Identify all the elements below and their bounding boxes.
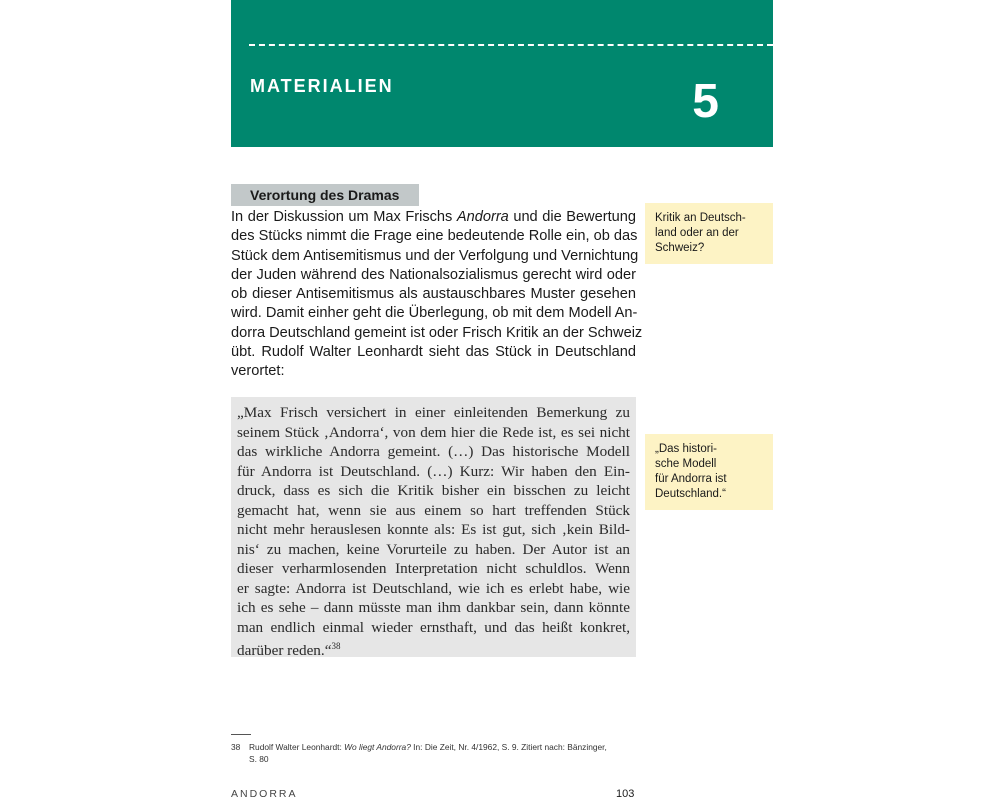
chapter-title: MATERIALIEN xyxy=(250,76,394,96)
quote-line: das wirkliche Andorra gemeint. (…) Das historische Modell xyxy=(237,443,630,460)
quote-line: dieser verharmlosenden Interpretation nicht schuldlos. Wenn xyxy=(237,560,630,577)
margin-note-question: Kritik an Deutsch- land oder an der Schweiz? xyxy=(645,203,773,264)
body-paragraph xyxy=(231,208,643,382)
page-number: 103 xyxy=(616,788,635,800)
quote-line: „Max Frisch versichert in einer einleitenden Bemerkung zu xyxy=(237,404,630,421)
body-line: wird. Damit einher geht die Überlegung, ob mit dem Modell An- xyxy=(231,305,638,322)
footnote-work-title: Wo liegt Andorra? xyxy=(344,742,411,752)
quote-line: er sagte: Andorra ist Deutschland, wie ich es erlebt habe, wie xyxy=(237,579,630,597)
quote-line: ich es sehe – dann müsste man ihm dankbar sein, dann könnte xyxy=(237,599,630,616)
section-heading: Verortung des Dramas xyxy=(231,184,419,206)
quote-line: druck, dass es sich die Kritik bisher ein bisschen zu leicht xyxy=(237,482,630,499)
footnote-reference[interactable]: 38 xyxy=(331,641,341,651)
footnote: 38 Rudolf Walter Leonhardt: Wo liegt Andorra? In: Die Zeit, Nr. 4/1962, S. 9. Zitiert nach: Bänzinger, S. 80 xyxy=(231,741,636,765)
body-line: übt. Rudolf Walter Leonhardt sieht das Stück in Deutschland xyxy=(231,344,636,361)
margin-note-quote: „Das histori- sche Modell für Andorra ist Deutschland.“ xyxy=(645,434,773,510)
work-title: Andorra xyxy=(456,209,509,225)
dashed-divider xyxy=(249,44,773,46)
body-line: ob dieser Antisemitismus als austauschbares Muster gesehen xyxy=(231,286,636,303)
quote-line: gemacht hat, wenn sie aus einem so hart treffenden Stück xyxy=(237,501,630,519)
quote-block xyxy=(231,397,636,660)
quote-line: nicht mehr herauslesen konnte als: Es ist gut, sich ‚kein Bild- xyxy=(237,521,630,538)
footnote-rule xyxy=(231,734,251,735)
body-line: verortet: xyxy=(231,363,285,380)
body-line: Stück dem Antisemitismus und der Verfolgung und Vernichtung xyxy=(231,247,639,264)
body-line: des Stücks nimmt die Frage eine bedeutende Rolle ein, ob das xyxy=(231,228,638,245)
quote-line: nis‘ zu machen, keine Vorurteile zu haben. Der Autor ist an xyxy=(237,540,630,558)
quote-line: man endlich einmal wieder ernsthaft, und das heißt konkret, xyxy=(237,618,630,636)
footnote-number: 38 xyxy=(231,742,241,752)
body-line: der Juden während des Nationalsozialismus gerecht wird oder xyxy=(231,266,636,283)
body-line: dorra Deutschland gemeint ist oder Frisch Kritik an der Schweiz xyxy=(231,324,643,341)
chapter-header-banner xyxy=(231,0,773,147)
quote-line: für Andorra ist Deutschland. (…) Kurz: Wir haben den Ein- xyxy=(237,462,630,480)
quote-line: seinem Stück ‚Andorra‘, von dem hier die Rede ist, es sei nicht xyxy=(237,423,630,441)
running-footer-title: ANDORRA xyxy=(231,788,298,800)
chapter-number: 5 xyxy=(692,75,719,128)
quote-line: darüber reden.“$^{38}$ xyxy=(237,641,341,660)
body-line: In der Diskussion um Max Frischs Andorra und die Bewertung xyxy=(231,209,636,225)
footnote-continuation: S. 80 xyxy=(249,754,269,764)
